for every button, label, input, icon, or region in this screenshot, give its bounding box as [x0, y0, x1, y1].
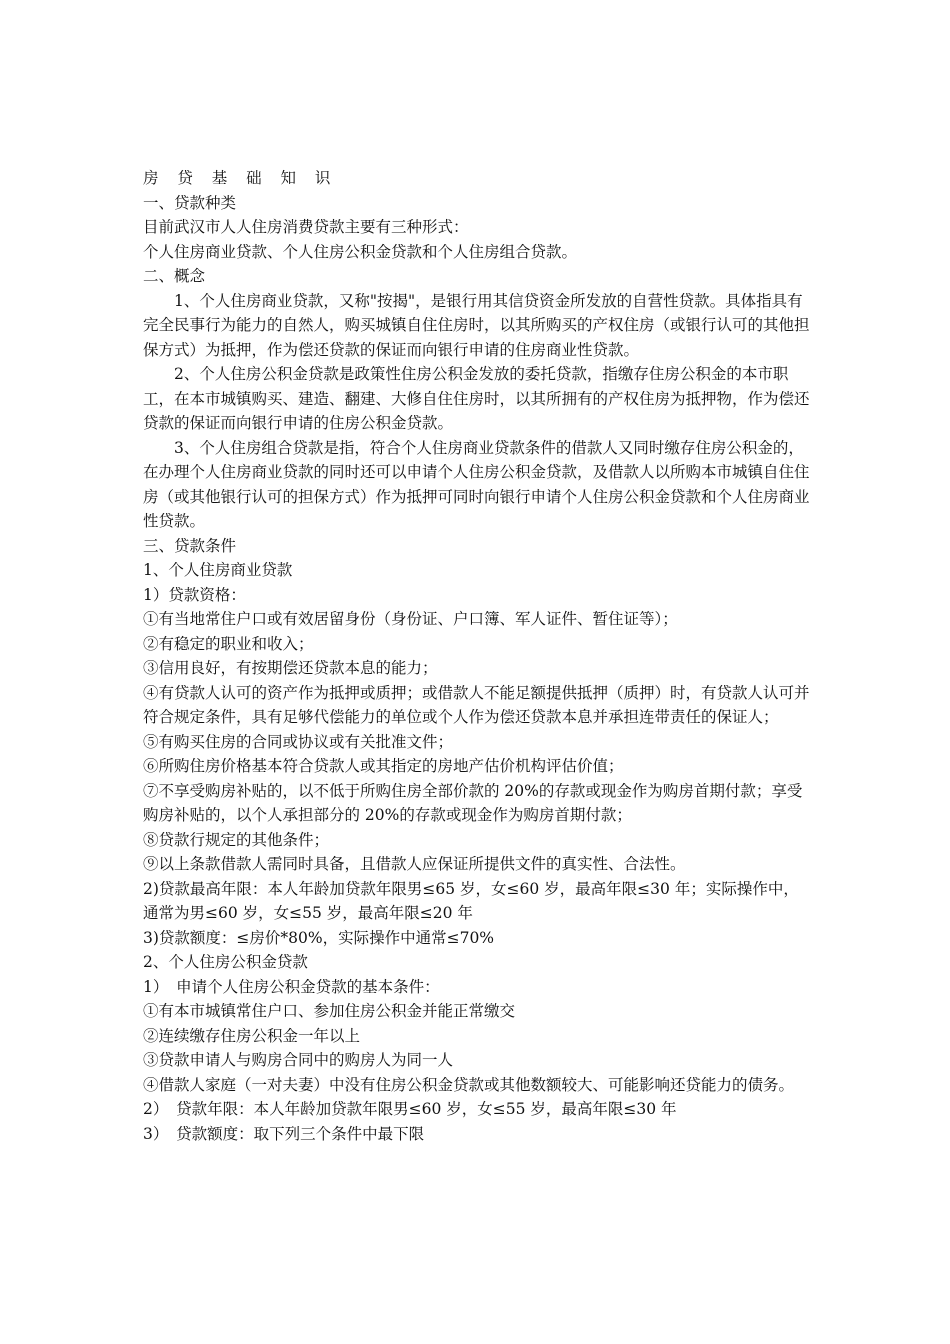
paragraph: ⑤有购买住房的合同或协议或有关批准文件； — [143, 732, 454, 751]
paragraph: 2)贷款最高年限：本人年龄加贷款年限男≤65 岁，女≤60 岁，最高年限≤30 年；实际操作中，通常为男≤60 岁，女≤55 岁，最高年限≤20 年 — [143, 879, 799, 922]
paragraph: 三、贷款条件 — [143, 536, 237, 555]
paragraph: 2、个人住房公积金贷款 — [143, 953, 308, 971]
document-body — [143, 166, 811, 1146]
paragraph: ①有当地常住户口或有效居留身份（身份证、户口簿、军人证件、暂住证等）； — [143, 610, 678, 628]
paragraph: ②连续缴存住房公积金一年以上 — [143, 1026, 361, 1045]
paragraph: ⑦不享受购房补贴的，以不低于所购住房全部价款的 20%的存款或现金作为购房首期付款；享受购房补贴的，以个人承担部分的 20%的存款或现金作为购房首期付款； — [143, 781, 803, 824]
paragraph: ④有贷款人认可的资产作为抵押或质押；或借款人不能足额提供抵押（质押）时，有贷款人认可并符合规定条件，具有足够代偿能力的单位或个人作为偿还贷款本息并承担连带责任的保证人； — [143, 683, 810, 726]
paragraph: 2、个人住房公积金贷款是政策性住房公积金发放的委托贷款，指缴存住房公积金的本市职工，在本市城镇购买、建造、翻建、大修自住住房时，以其所拥有的产权住房为抵押物，作为偿还贷款的保证而向银行申请的住房公积金贷款。 — [143, 365, 810, 432]
paragraph: ④借款人家庭（一对夫妻）中没有住房公积金贷款或其他数额较大、可能影响还贷能力的债务。 — [143, 1075, 795, 1094]
paragraph: 个人住房商业贷款、个人住房公积金贷款和个人住房组合贷款。 — [143, 242, 578, 261]
paragraph: 1） 申请个人住房公积金贷款的基本条件： — [143, 977, 440, 996]
paragraph: ③信用良好，有按期偿还贷款本息的能力； — [143, 659, 438, 677]
document-title: 房 贷 基 础 知 识 — [143, 169, 338, 187]
paragraph: 3） 贷款额度：取下列三个条件中最下限 — [143, 1124, 425, 1143]
paragraph: 二、概念 — [143, 267, 206, 285]
paragraph: ⑨以上条款借款人需同时具备，且借款人应保证所提供文件的真实性、合法性。 — [143, 855, 686, 873]
paragraph: ③贷款申请人与购房合同中的购房人为同一人 — [143, 1051, 454, 1069]
paragraph: ⑧贷款行规定的其他条件； — [143, 830, 330, 849]
paragraph: 2） 贷款年限：本人年龄加贷款年限男≤60 岁，女≤55 岁，最高年限≤30 年 — [143, 1100, 677, 1118]
document-paragraphs — [143, 191, 811, 1147]
paragraph: ①有本市城镇常住户口、参加住房公积金并能正常缴交 — [143, 1002, 516, 1020]
paragraph: 3、个人住房组合贷款是指，符合个人住房商业贷款条件的借款人又同时缴存住房公积金的，在办理个人住房商业贷款的同时还可以申请个人住房公积金贷款，及借款人以所购本市城镇自住住房（或其他银行认可的担保方式）作为抵押可同时向银行申请个人住房公积金贷款和个人住房商业性贷款。 — [143, 438, 810, 530]
paragraph: 1、个人住房商业贷款 — [143, 561, 293, 579]
paragraph: 1、个人住房商业贷款，又称"按揭"，是银行用其信贷资金所发放的自营性贷款。具体指具有完全民事行为能力的自然人，购买城镇自住住房时，以其所购买的产权住房（或银行认可的其他担保方式）为抵押，作为偿还贷款的保证而向银行申请的住房商业性贷款。 — [143, 291, 810, 359]
paragraph: ⑥所购住房价格基本符合贷款人或其指定的房地产估价机构评估价值； — [143, 757, 624, 775]
paragraph: 1）贷款资格： — [143, 585, 246, 604]
paragraph: 一、贷款种类 — [143, 193, 237, 212]
paragraph: ②有稳定的职业和收入； — [143, 634, 314, 653]
paragraph: 目前武汉市人人住房消费贷款主要有三种形式： — [143, 218, 469, 236]
paragraph: 3)贷款额度：≤房价*80%，实际操作中通常≤70% — [143, 928, 495, 947]
